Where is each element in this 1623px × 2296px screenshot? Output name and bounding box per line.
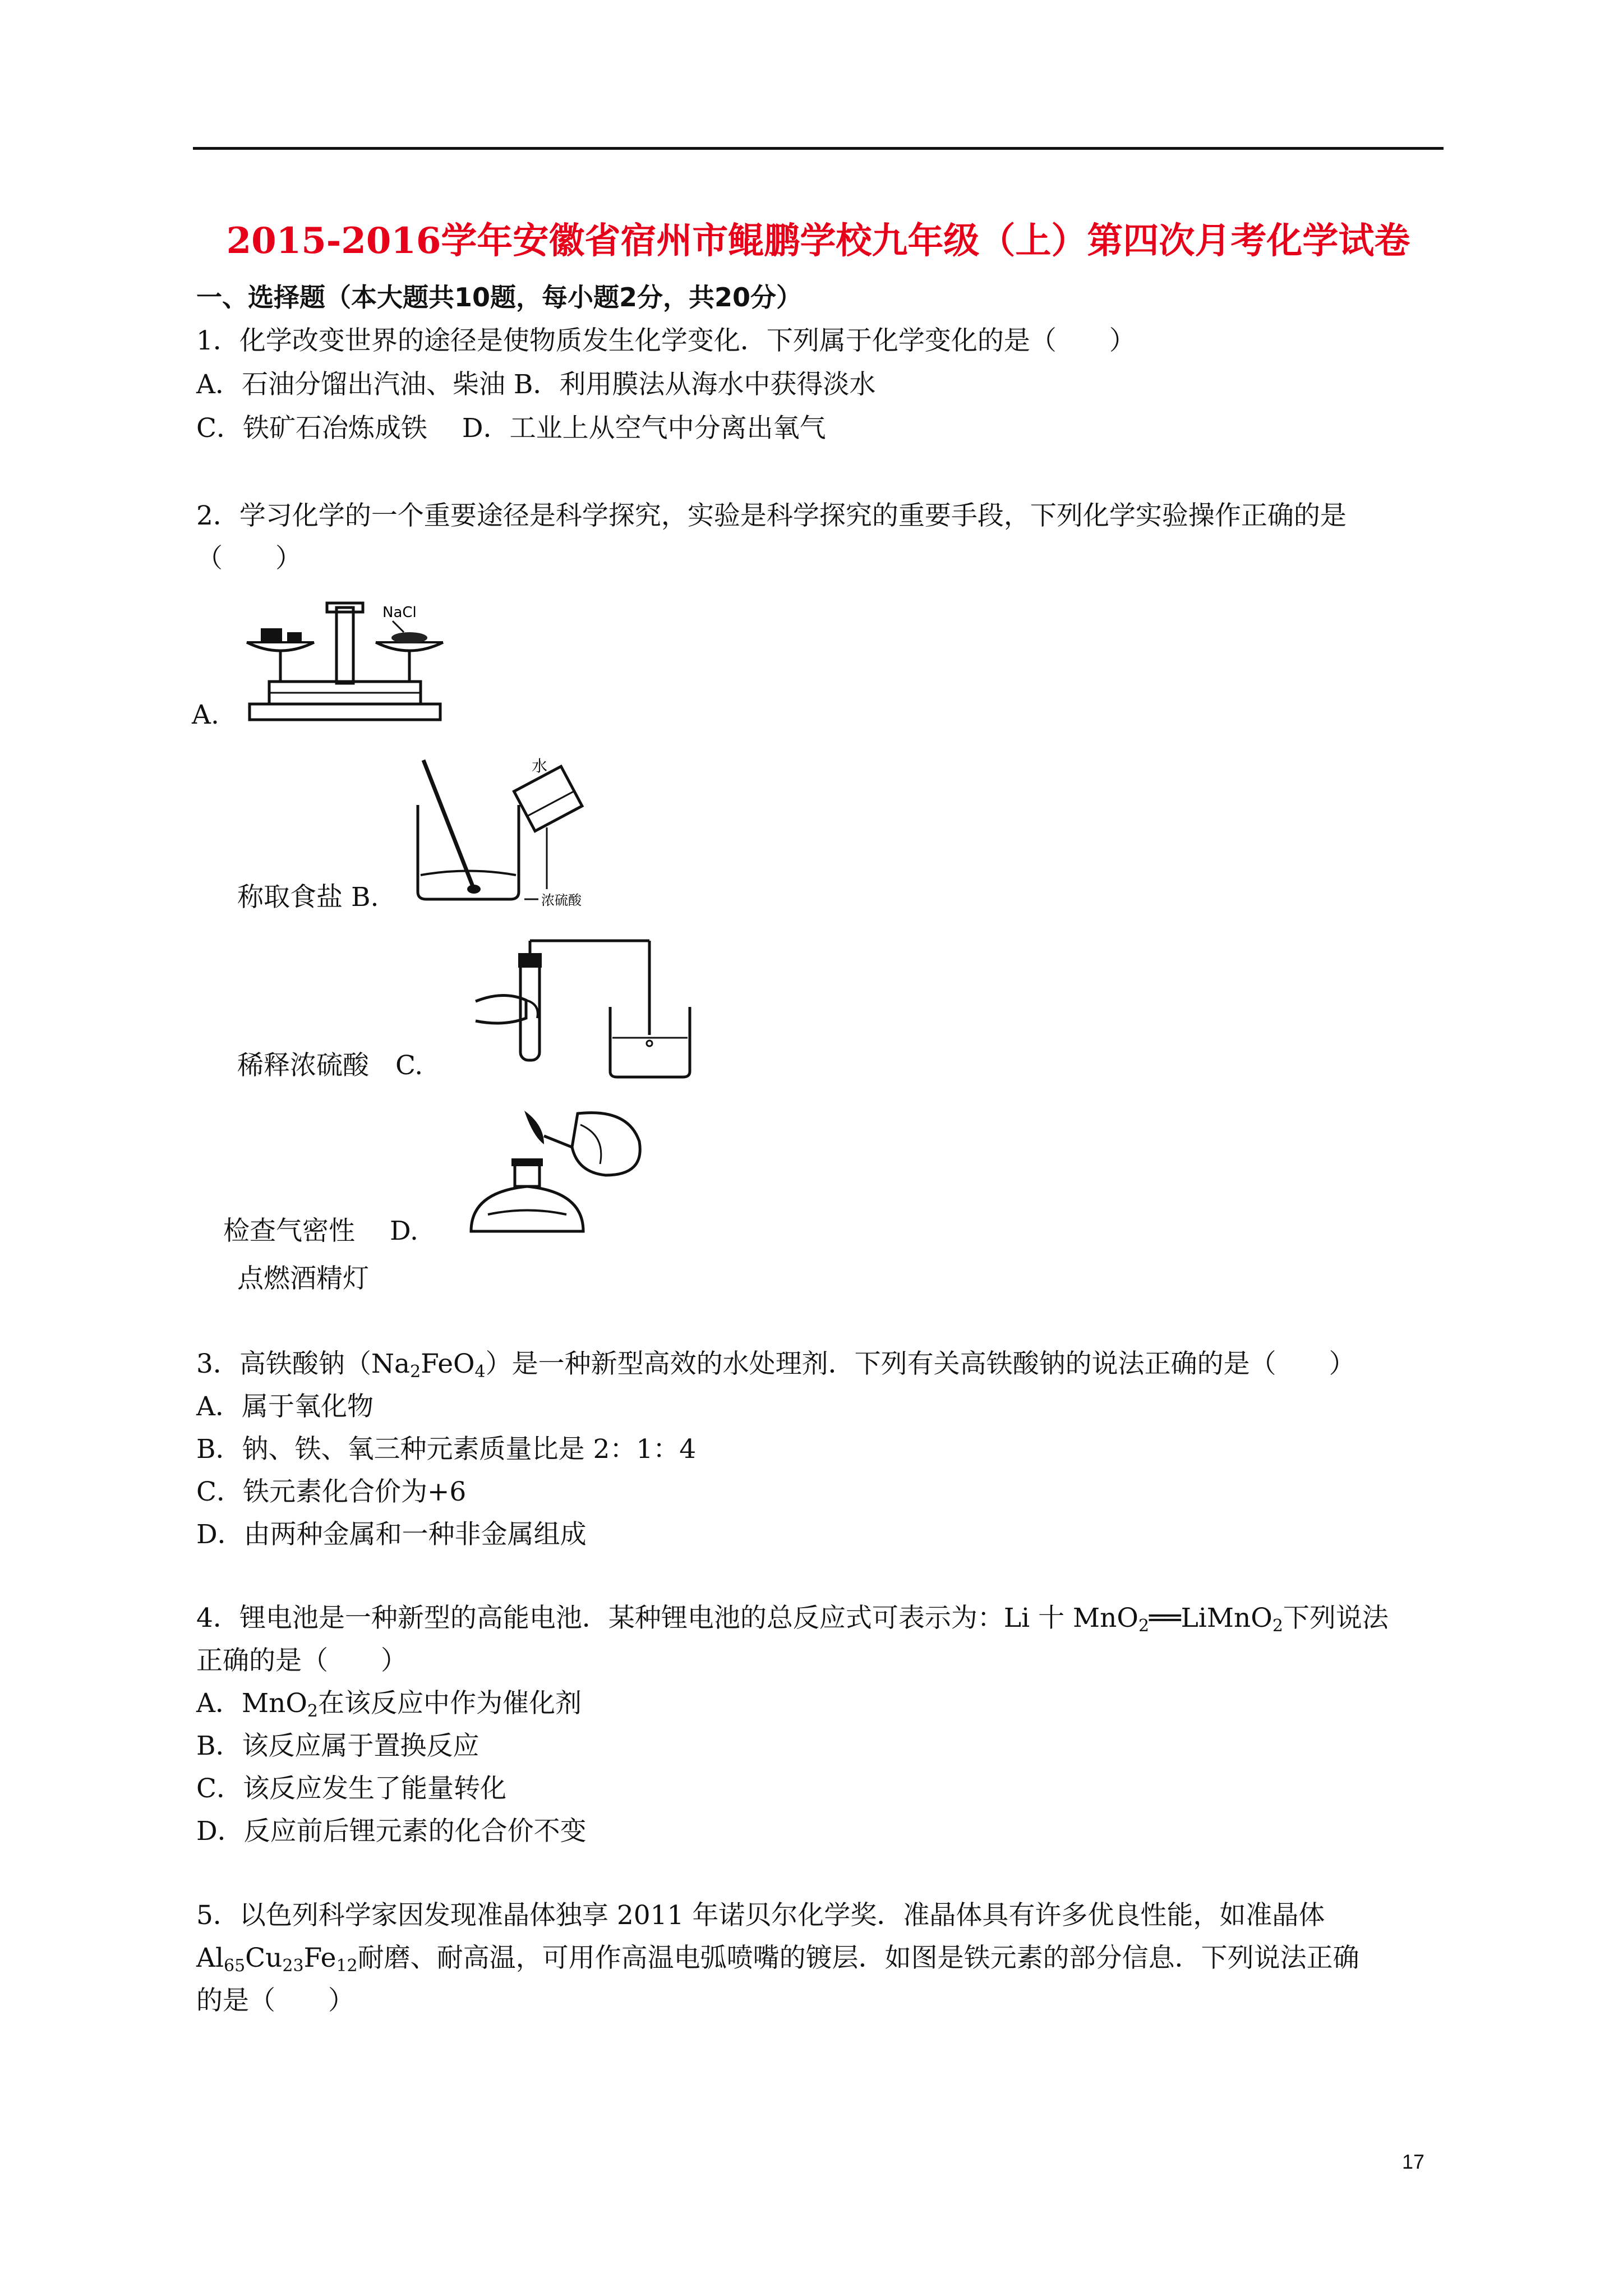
header-rule bbox=[193, 147, 1444, 150]
q4-option-d: D．反应前后锂元素的化合价不变 bbox=[196, 1816, 587, 1847]
q3-option-a: A．属于氧化物 bbox=[196, 1391, 374, 1422]
figure-airtight-check bbox=[470, 934, 728, 1083]
q3-stem: 3．高铁酸钠$(Na_2FeO_4)$是一种新型高效的水处理剂．下列有关高铁酸钠的说法正确的是（ ） bbox=[196, 1349, 1355, 1382]
page-title: 2015-2016学年安徽省宿州市鲲鹏学校九年级（上）第四次月考化学试卷 bbox=[226, 220, 1410, 262]
q2-option-b-text: 稀释浓硫酸 C. bbox=[237, 1050, 423, 1081]
figure-alcohol-lamp bbox=[460, 1102, 656, 1248]
q1-options-cd: C．铁矿石冶炼成铁 D．工业上从空气中分离出氧气 bbox=[196, 413, 826, 444]
figure-a-nacl-label: NaCl bbox=[382, 604, 417, 621]
q3-option-c: C．铁元素化合价为+6 bbox=[196, 1476, 467, 1507]
q2-option-d-text: 点燃酒精灯 bbox=[237, 1263, 369, 1294]
q5-stem-line3: 的是（ ） bbox=[196, 1985, 354, 2016]
figure-b-acid-label: 浓硫酸 bbox=[541, 892, 582, 908]
q4-stem: 4．锂电池是一种新型的高能电池．某种锂电池的总反应式可表示为：Li 十 MnO$_2$══LiMnO$_2$下列说法 bbox=[196, 1603, 1389, 1636]
q2-option-a-text: 称取食盐 B. bbox=[237, 882, 379, 913]
page-number: 17 bbox=[1402, 2150, 1425, 2173]
figure-dilute-acid bbox=[404, 754, 628, 909]
q1-options-ab: A．石油分馏出汽油、柴油 B．利用膜法从海水中获得淡水 bbox=[196, 369, 876, 400]
q5-stem-line2: $Al_{65}Cu_{23}Fe_{12}$耐磨、耐高温，可用作高温电弧喷嘴的镀层．如图是铁元素的部分信息．下列说法正确 bbox=[196, 1943, 1359, 1976]
q2-stem-paren: （ ） bbox=[196, 543, 302, 574]
q3-option-d: D．由两种金属和一种非金属组成 bbox=[196, 1519, 587, 1550]
q4-option-a: A．MnO$_2$在该反应中作为催化剂 bbox=[196, 1688, 582, 1721]
q4-option-c: C．该反应发生了能量转化 bbox=[196, 1773, 506, 1804]
q2-stem: 2．学习化学的一个重要途径是科学探究，实验是科学探究的重要手段，下列化学实验操作正确的是 bbox=[196, 500, 1347, 531]
q4-option-b: B．该反应属于置换反应 bbox=[196, 1731, 479, 1761]
q2-option-c-text: 检查气密性 D. bbox=[223, 1216, 418, 1246]
figure-b-water-label: 水 bbox=[532, 757, 548, 775]
q4-stem-line2: 正确的是（ ） bbox=[196, 1645, 407, 1676]
figure-balance-weighing bbox=[236, 597, 454, 724]
section-heading: 一、选择题（本大题共10题，每小题2分，共20分） bbox=[196, 282, 803, 312]
q2-option-a-label: A. bbox=[192, 700, 219, 730]
q3-option-b: B．钠、铁、氧三种元素质量比是 2：1：4 bbox=[196, 1434, 697, 1465]
q1-stem: 1．化学改变世界的途径是使物质发生化学变化．下列属于化学变化的是（ ） bbox=[196, 325, 1136, 356]
q5-stem-line1: 5．以色列科学家因发现准晶体独享 2011 年诺贝尔化学奖．准晶体具有许多优良性能，如准晶体 bbox=[196, 1900, 1325, 1931]
